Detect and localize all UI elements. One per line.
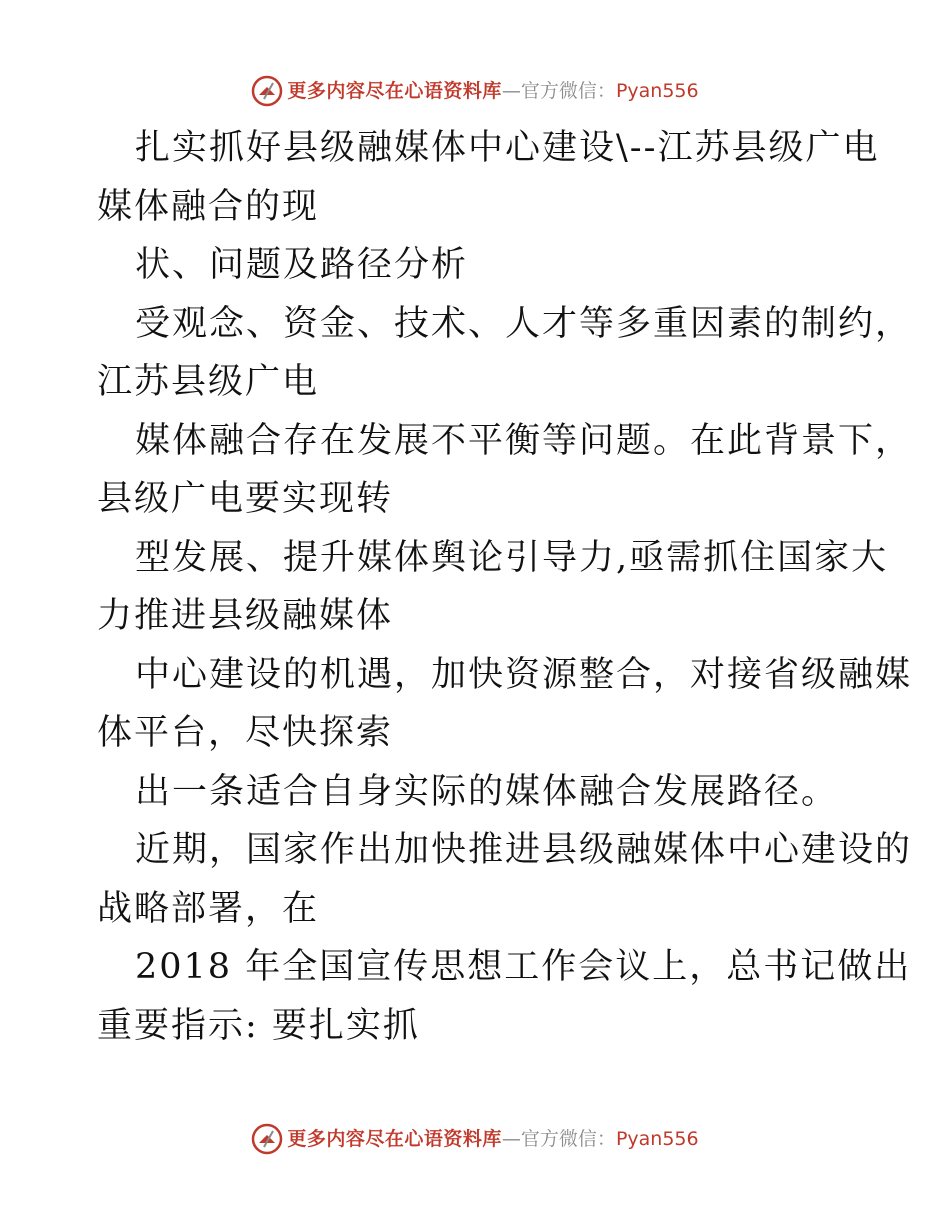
paragraph-line: 重要指示: 要扎实抓: [97, 1005, 420, 1046]
paragraph-line: 县级广电要实现转: [97, 479, 394, 519]
watermark-wechat-label: 官方微信：: [520, 1128, 616, 1150]
paragraph-line: 媒体融合存在发展不平衡等问题。在此背景下，: [135, 420, 913, 461]
paragraph-line: 江苏县级广电: [97, 362, 320, 402]
paragraph-line: 受观念、资金、技术、人才等多重因素的制约，: [135, 303, 913, 344]
paragraph-line: 型发展、提升媒体舆论引导力,亟需抓住国家大: [135, 537, 889, 578]
watermark-handle: Pyan556: [615, 1128, 699, 1150]
watermark-title: 更多内容尽在心语资料库: [287, 1128, 502, 1150]
book-quill-logo-icon: [251, 1123, 283, 1155]
title-line-1: 扎实抓好县级融媒体中心建设\--江苏县级广电: [135, 128, 880, 168]
paragraph-line: 中心建设的机遇，加快资源整合，对接省级融媒: [135, 654, 913, 695]
watermark-banner-bottom: [0, 1119, 950, 1159]
watermark-wechat-label: 官方微信：: [520, 80, 616, 102]
watermark-dash: —: [501, 80, 521, 102]
paragraph-line: 2018 年全国宣传思想工作会议上，总书记做出: [135, 947, 912, 987]
book-quill-logo-icon: [251, 75, 283, 107]
document-body: [97, 119, 913, 1055]
paragraph-line: 出一条适合自身实际的媒体融合发展路径。: [135, 771, 839, 812]
watermark-banner-top: [0, 71, 950, 111]
paragraph-line: 战略部署，在: [97, 888, 320, 929]
watermark-title: 更多内容尽在心语资料库: [287, 80, 502, 102]
watermark-handle: Pyan556: [615, 80, 699, 102]
paragraph-line: 近期，国家作出加快推进县级融媒体中心建设的: [135, 830, 913, 870]
title-line-3: 状、问题及路径分析: [135, 245, 469, 285]
paragraph-line: 力推进县级融媒体: [97, 596, 394, 636]
title-line-2: 媒体融合的现: [97, 186, 320, 227]
watermark-dash: —: [501, 1128, 521, 1150]
paragraph-line: 体平台，尽快探索: [97, 713, 394, 753]
